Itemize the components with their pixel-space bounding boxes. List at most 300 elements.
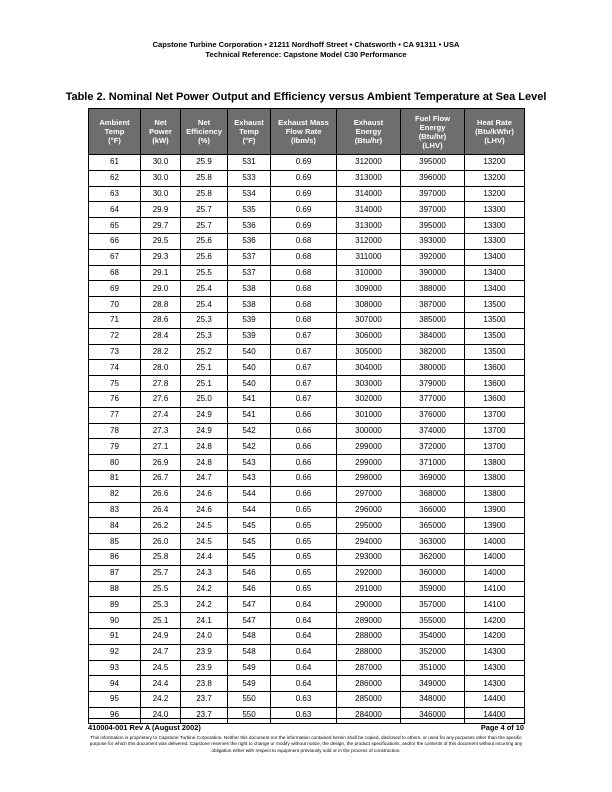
table-cell: 349000 xyxy=(401,676,465,692)
table-row xyxy=(89,281,525,297)
table-cell: 25.0 xyxy=(181,391,228,407)
table-row xyxy=(89,439,525,455)
table-row xyxy=(89,502,525,518)
table-cell: 544 xyxy=(228,486,271,502)
table-cell: 24.5 xyxy=(181,518,228,534)
table-cell: 28.4 xyxy=(141,328,181,344)
table-cell: 0.67 xyxy=(271,360,337,376)
performance-table xyxy=(88,108,525,724)
table-cell: 29.9 xyxy=(141,202,181,218)
table-cell: 96 xyxy=(89,707,141,723)
table-cell: 312000 xyxy=(337,155,401,171)
table-cell: 380000 xyxy=(401,360,465,376)
table-cell: 13400 xyxy=(465,265,525,281)
table-cell: 539 xyxy=(228,328,271,344)
table-cell: 304000 xyxy=(337,360,401,376)
table-cell: 0.65 xyxy=(271,549,337,565)
column-header-line: (Btu/hr) xyxy=(354,136,383,145)
table-cell: 65 xyxy=(89,218,141,234)
table-cell: 14000 xyxy=(465,534,525,550)
footer-page-number: Page 4 of 10 xyxy=(480,723,524,732)
table-cell: 0.66 xyxy=(271,470,337,486)
table-cell: 0.69 xyxy=(271,186,337,202)
table-cell: 14300 xyxy=(465,676,525,692)
table-cell: 14100 xyxy=(465,597,525,613)
column-header-line: (LHV) xyxy=(484,136,505,145)
table-cell: 13400 xyxy=(465,249,525,265)
table-cell: 27.6 xyxy=(141,391,181,407)
column-header-line: Exhaust xyxy=(353,118,384,127)
table-row xyxy=(89,297,525,313)
table-cell: 379000 xyxy=(401,376,465,392)
table-cell: 24.5 xyxy=(141,660,181,676)
table-cell: 351000 xyxy=(401,660,465,676)
column-header-line: Efficiency xyxy=(186,127,222,136)
table-cell: 62 xyxy=(89,170,141,186)
table-cell: 66 xyxy=(89,233,141,249)
table-body xyxy=(89,155,525,724)
table-cell: 27.8 xyxy=(141,376,181,392)
table-cell: 13800 xyxy=(465,486,525,502)
table-cell: 540 xyxy=(228,360,271,376)
table-cell: 24.0 xyxy=(181,628,228,644)
table-cell: 314000 xyxy=(337,186,401,202)
table-cell: 0.65 xyxy=(271,518,337,534)
table-cell: 80 xyxy=(89,455,141,471)
table-cell: 0.64 xyxy=(271,613,337,629)
table-cell: 369000 xyxy=(401,470,465,486)
table-cell: 77 xyxy=(89,407,141,423)
table-cell: 24.7 xyxy=(181,470,228,486)
table-cell: 14300 xyxy=(465,660,525,676)
column-header-line: (lbm/s) xyxy=(291,136,316,145)
table-cell: 0.63 xyxy=(271,707,337,723)
table-cell: 303000 xyxy=(337,376,401,392)
table-cell: 0.66 xyxy=(271,423,337,439)
table-cell: 300000 xyxy=(337,423,401,439)
table-cell: 78 xyxy=(89,423,141,439)
table-cell: 64 xyxy=(89,202,141,218)
table-cell: 84 xyxy=(89,518,141,534)
table-row xyxy=(89,170,525,186)
table-cell: 25.6 xyxy=(181,233,228,249)
table-title: Table 2. Nominal Net Power Output and Efficiency versus Ambient Temperature at Sea Level xyxy=(65,91,547,103)
column-header-line: Temp xyxy=(239,127,259,136)
table-cell: 287000 xyxy=(337,660,401,676)
table-cell: 25.9 xyxy=(181,155,228,171)
table-cell: 76 xyxy=(89,391,141,407)
table-cell: 297000 xyxy=(337,486,401,502)
table-cell: 23.9 xyxy=(181,660,228,676)
table-cell: 23.7 xyxy=(181,692,228,708)
column-header-line: Ambient xyxy=(99,118,130,127)
table-cell: 13600 xyxy=(465,391,525,407)
table-cell: 365000 xyxy=(401,518,465,534)
table-cell: 14200 xyxy=(465,613,525,629)
column-header-line: Energy xyxy=(419,122,446,132)
table-row xyxy=(89,644,525,660)
table-cell: 387000 xyxy=(401,297,465,313)
table-cell: 307000 xyxy=(337,312,401,328)
table-cell: 0.67 xyxy=(271,376,337,392)
table-cell: 357000 xyxy=(401,597,465,613)
table-cell: 535 xyxy=(228,202,271,218)
page-header xyxy=(0,40,612,60)
table-cell: 25.1 xyxy=(181,376,228,392)
table-cell: 25.7 xyxy=(141,565,181,581)
column-header-line: (°F) xyxy=(108,136,121,145)
table-cell: 545 xyxy=(228,518,271,534)
table-cell: 388000 xyxy=(401,281,465,297)
table-cell: 24.4 xyxy=(181,549,228,565)
column-header-line: Heat Rate xyxy=(476,118,513,127)
table-cell: 538 xyxy=(228,281,271,297)
table-cell: 538 xyxy=(228,297,271,313)
table-cell: 13300 xyxy=(465,218,525,234)
footer-divider xyxy=(88,718,524,719)
table-cell: 89 xyxy=(89,597,141,613)
table-cell: 352000 xyxy=(401,644,465,660)
table-cell: 61 xyxy=(89,155,141,171)
column-header-line: Energy xyxy=(355,127,382,136)
table-cell: 547 xyxy=(228,613,271,629)
table-cell: 0.65 xyxy=(271,502,337,518)
table-cell: 23.9 xyxy=(181,644,228,660)
table-cell: 540 xyxy=(228,376,271,392)
footer-disclaimer: This information is proprietary to Capstone Turbine Corporation. Neither this document nor the information contained herein shall be copied, disclosed to others, or used for any purposes other than the specific purpose for which this document was delivered. Capstone reserves the right to change or modify without notice, the design, the product specifications, and/or the contents of this document without incurring any obligation either with respect to equipment previously sold or in the process of construction. xyxy=(89,735,523,753)
table-cell: 25.8 xyxy=(181,186,228,202)
column-header-line: (Btu/hr) xyxy=(418,131,447,141)
table-cell: 540 xyxy=(228,344,271,360)
table-cell: 24.9 xyxy=(181,407,228,423)
table-cell: 30.0 xyxy=(141,155,181,171)
column-header-line: Exhaust Mass xyxy=(278,118,329,127)
table-cell: 543 xyxy=(228,455,271,471)
table-cell: 14200 xyxy=(465,628,525,644)
table-cell: 0.64 xyxy=(271,644,337,660)
table-row xyxy=(89,455,525,471)
table-cell: 294000 xyxy=(337,534,401,550)
table-cell: 363000 xyxy=(401,534,465,550)
table-cell: 29.3 xyxy=(141,249,181,265)
table-cell: 382000 xyxy=(401,344,465,360)
table-cell: 286000 xyxy=(337,676,401,692)
table-row xyxy=(89,581,525,597)
table-cell: 13500 xyxy=(465,344,525,360)
table-row xyxy=(89,423,525,439)
table-cell: 24.6 xyxy=(181,502,228,518)
table-row xyxy=(89,233,525,249)
table-cell: 13500 xyxy=(465,312,525,328)
column-header xyxy=(141,109,181,155)
table-cell: 0.64 xyxy=(271,660,337,676)
table-row xyxy=(89,391,525,407)
table-cell: 0.64 xyxy=(271,676,337,692)
table-cell: 542 xyxy=(228,423,271,439)
table-cell: 14400 xyxy=(465,707,525,723)
table-cell: 25.5 xyxy=(181,265,228,281)
table-cell: 374000 xyxy=(401,423,465,439)
table-cell: 25.3 xyxy=(181,328,228,344)
column-header xyxy=(89,109,141,155)
column-header-line: Net xyxy=(154,118,167,127)
table-cell: 79 xyxy=(89,439,141,455)
table-cell: 536 xyxy=(228,233,271,249)
table-cell: 13700 xyxy=(465,423,525,439)
table-cell: 25.2 xyxy=(181,344,228,360)
table-cell: 13800 xyxy=(465,455,525,471)
table-cell: 0.69 xyxy=(271,155,337,171)
table-cell: 13700 xyxy=(465,407,525,423)
column-header-line: (kW) xyxy=(152,136,169,145)
table-cell: 25.7 xyxy=(181,218,228,234)
table-cell: 26.9 xyxy=(141,455,181,471)
table-cell: 549 xyxy=(228,660,271,676)
table-cell: 24.0 xyxy=(141,707,181,723)
table-row xyxy=(89,376,525,392)
table-cell: 0.68 xyxy=(271,312,337,328)
table-row xyxy=(89,218,525,234)
table-cell: 396000 xyxy=(401,170,465,186)
table-cell: 23.7 xyxy=(181,707,228,723)
table-cell: 385000 xyxy=(401,312,465,328)
table-cell: 0.63 xyxy=(271,692,337,708)
table-cell: 299000 xyxy=(337,455,401,471)
table-cell: 25.4 xyxy=(181,281,228,297)
table-cell: 30.0 xyxy=(141,186,181,202)
column-header-line: Temp xyxy=(104,127,125,136)
table-cell: 359000 xyxy=(401,581,465,597)
table-cell: 25.6 xyxy=(181,249,228,265)
table-cell: 393000 xyxy=(401,233,465,249)
table-cell: 366000 xyxy=(401,502,465,518)
table-cell: 26.2 xyxy=(141,518,181,534)
table-cell: 536 xyxy=(228,218,271,234)
table-cell: 0.66 xyxy=(271,439,337,455)
table-cell: 0.64 xyxy=(271,597,337,613)
table-cell: 85 xyxy=(89,534,141,550)
table-cell: 29.5 xyxy=(141,233,181,249)
column-header-line: (°F) xyxy=(242,136,256,145)
table-cell: 24.3 xyxy=(181,565,228,581)
column-header xyxy=(271,109,337,155)
table-cell: 63 xyxy=(89,186,141,202)
table-header-row xyxy=(89,109,525,155)
table-row xyxy=(89,360,525,376)
table-cell: 314000 xyxy=(337,202,401,218)
table-cell: 395000 xyxy=(401,218,465,234)
table-cell: 360000 xyxy=(401,565,465,581)
table-cell: 67 xyxy=(89,249,141,265)
table-cell: 24.5 xyxy=(181,534,228,550)
table-cell: 390000 xyxy=(401,265,465,281)
table-row xyxy=(89,565,525,581)
table-cell: 0.68 xyxy=(271,297,337,313)
table-cell: 28.6 xyxy=(141,312,181,328)
table-cell: 0.65 xyxy=(271,565,337,581)
table-cell: 397000 xyxy=(401,202,465,218)
table-cell: 25.3 xyxy=(141,597,181,613)
table-cell: 0.67 xyxy=(271,391,337,407)
table-cell: 24.8 xyxy=(181,439,228,455)
table-cell: 284000 xyxy=(337,707,401,723)
table-cell: 372000 xyxy=(401,439,465,455)
table-row xyxy=(89,249,525,265)
table-cell: 13200 xyxy=(465,186,525,202)
table-cell: 24.7 xyxy=(141,644,181,660)
table-cell: 0.66 xyxy=(271,455,337,471)
table-cell: 24.2 xyxy=(181,581,228,597)
table-cell: 27.4 xyxy=(141,407,181,423)
table-cell: 28.8 xyxy=(141,297,181,313)
table-cell: 371000 xyxy=(401,455,465,471)
table-cell: 545 xyxy=(228,534,271,550)
table-cell: 355000 xyxy=(401,613,465,629)
table-cell: 376000 xyxy=(401,407,465,423)
table-cell: 544 xyxy=(228,502,271,518)
table-cell: 288000 xyxy=(337,644,401,660)
table-cell: 542 xyxy=(228,439,271,455)
table-cell: 24.2 xyxy=(141,692,181,708)
table-cell: 0.65 xyxy=(271,581,337,597)
table-cell: 24.9 xyxy=(141,628,181,644)
table-cell: 13700 xyxy=(465,439,525,455)
table-cell: 311000 xyxy=(337,249,401,265)
table-cell: 290000 xyxy=(337,597,401,613)
footer-document-id: 410004-001 Rev A (August 2002) xyxy=(88,723,201,732)
table-cell: 13900 xyxy=(465,502,525,518)
table-cell: 29.0 xyxy=(141,281,181,297)
table-row xyxy=(89,613,525,629)
table-row xyxy=(89,265,525,281)
table-cell: 0.69 xyxy=(271,218,337,234)
table-cell: 24.1 xyxy=(181,613,228,629)
table-row xyxy=(89,549,525,565)
table-row xyxy=(89,407,525,423)
table-cell: 0.66 xyxy=(271,486,337,502)
table-cell: 288000 xyxy=(337,628,401,644)
table-cell: 24.6 xyxy=(181,486,228,502)
table-cell: 547 xyxy=(228,597,271,613)
table-row xyxy=(89,597,525,613)
table-row xyxy=(89,628,525,644)
table-cell: 0.68 xyxy=(271,233,337,249)
table-cell: 537 xyxy=(228,249,271,265)
column-header xyxy=(181,109,228,155)
table-row xyxy=(89,518,525,534)
table-cell: 348000 xyxy=(401,692,465,708)
table-cell: 24.9 xyxy=(181,423,228,439)
table-cell: 541 xyxy=(228,391,271,407)
table-cell: 310000 xyxy=(337,265,401,281)
table-row xyxy=(89,312,525,328)
table-cell: 71 xyxy=(89,312,141,328)
table-cell: 26.4 xyxy=(141,502,181,518)
table-cell: 550 xyxy=(228,692,271,708)
table-cell: 25.1 xyxy=(141,613,181,629)
table-cell: 289000 xyxy=(337,613,401,629)
table-cell: 313000 xyxy=(337,170,401,186)
table-cell: 298000 xyxy=(337,470,401,486)
table-row xyxy=(89,470,525,486)
table-cell: 13800 xyxy=(465,470,525,486)
table-cell: 83 xyxy=(89,502,141,518)
table-cell: 14000 xyxy=(465,565,525,581)
table-cell: 30.0 xyxy=(141,170,181,186)
table-cell: 0.66 xyxy=(271,407,337,423)
table-cell: 26.7 xyxy=(141,470,181,486)
table-cell: 27.1 xyxy=(141,439,181,455)
table-cell: 13500 xyxy=(465,297,525,313)
table-cell: 92 xyxy=(89,644,141,660)
table-cell: 534 xyxy=(228,186,271,202)
table-cell: 368000 xyxy=(401,486,465,502)
column-header xyxy=(465,109,525,155)
header-company-line: Capstone Turbine Corporation • 21211 Nordhoff Street • Chatsworth • CA 91311 • USA xyxy=(152,40,460,49)
table-cell: 28.2 xyxy=(141,344,181,360)
table-cell: 23.8 xyxy=(181,676,228,692)
column-header xyxy=(401,109,465,155)
column-header xyxy=(228,109,271,155)
table-cell: 308000 xyxy=(337,297,401,313)
table-cell: 28.0 xyxy=(141,360,181,376)
table-cell: 13200 xyxy=(465,155,525,171)
table-cell: 306000 xyxy=(337,328,401,344)
table-cell: 13900 xyxy=(465,518,525,534)
table-cell: 13500 xyxy=(465,328,525,344)
table-cell: 26.6 xyxy=(141,486,181,502)
table-cell: 74 xyxy=(89,360,141,376)
table-cell: 362000 xyxy=(401,549,465,565)
table-cell: 548 xyxy=(228,644,271,660)
table-cell: 546 xyxy=(228,581,271,597)
table-cell: 69 xyxy=(89,281,141,297)
column-header-line: (Btu/kWhr) xyxy=(475,127,514,136)
header-reference-line: Technical Reference: Capstone Model C30 Performance xyxy=(205,50,407,59)
table-cell: 13300 xyxy=(465,233,525,249)
table-cell: 0.68 xyxy=(271,265,337,281)
table-row xyxy=(89,202,525,218)
table-cell: 0.67 xyxy=(271,344,337,360)
table-row xyxy=(89,692,525,708)
table-row xyxy=(89,534,525,550)
table-cell: 309000 xyxy=(337,281,401,297)
table-cell: 354000 xyxy=(401,628,465,644)
table-cell: 25.7 xyxy=(181,202,228,218)
table-cell: 75 xyxy=(89,376,141,392)
table-cell: 70 xyxy=(89,297,141,313)
table-cell: 25.1 xyxy=(181,360,228,376)
table-row xyxy=(89,328,525,344)
table-cell: 395000 xyxy=(401,155,465,171)
table-cell: 27.3 xyxy=(141,423,181,439)
table-cell: 29.1 xyxy=(141,265,181,281)
table-cell: 0.68 xyxy=(271,281,337,297)
table-cell: 0.69 xyxy=(271,202,337,218)
table-cell: 313000 xyxy=(337,218,401,234)
column-header-line: Exhaust xyxy=(234,118,264,127)
column-header xyxy=(337,109,401,155)
table-cell: 397000 xyxy=(401,186,465,202)
table-row xyxy=(89,707,525,723)
table-cell: 312000 xyxy=(337,233,401,249)
table-row xyxy=(89,676,525,692)
column-header-line: Net xyxy=(197,118,211,127)
table-cell: 541 xyxy=(228,407,271,423)
table-cell: 546 xyxy=(228,565,271,581)
table-cell: 285000 xyxy=(337,692,401,708)
table-cell: 346000 xyxy=(401,707,465,723)
